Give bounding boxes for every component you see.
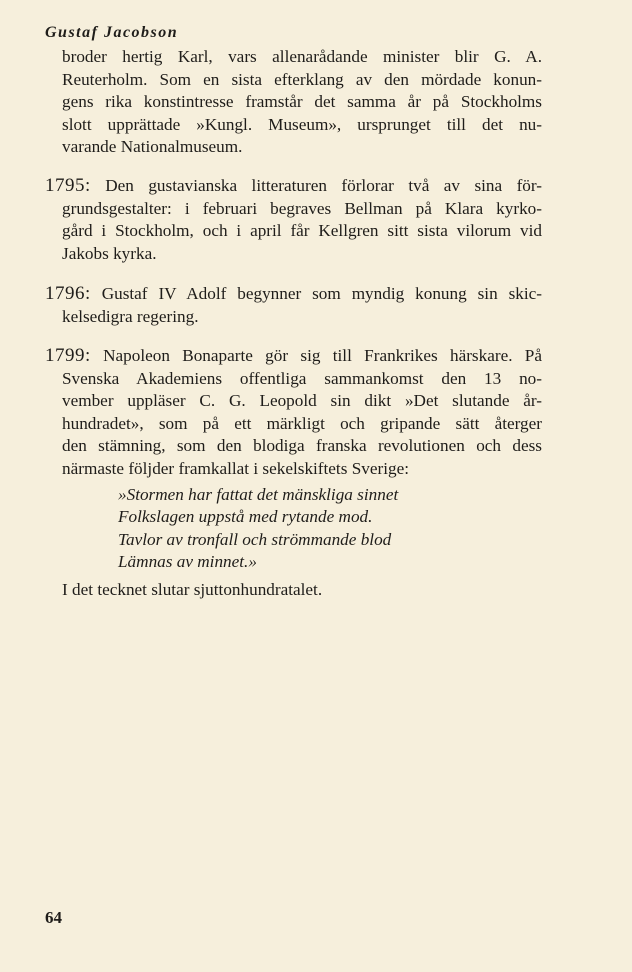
text-line: hundradet», som på ett märkligt och gripande sätt återger	[62, 413, 542, 433]
year-label: 1799:	[45, 345, 91, 366]
text-line: Svenska Akademiens offentliga sammankomst den 13 no-	[62, 368, 542, 388]
text-line: I det tecknet slutar sjuttonhundratalet.	[62, 580, 323, 599]
paragraph-continuation	[62, 46, 542, 159]
page-number: 64	[45, 908, 62, 927]
text-line: gens rika konstintresse framstår det samma år på Stockholms	[62, 92, 542, 112]
paragraph-1796	[45, 283, 542, 328]
text-line	[45, 175, 542, 198]
text-line: närmaste följder framkallat i sekelskiftets Sverige:	[62, 458, 409, 478]
text-line: kelsedigra regering.	[62, 306, 199, 326]
paragraph-1799	[45, 345, 542, 481]
year-label: 1796:	[45, 283, 91, 304]
text-line: Reuterholm. Som en sista efterklang av den mördade konun-	[62, 69, 542, 89]
text-line: broder hertig Karl, vars allenarådande minister blir G. A.	[62, 47, 542, 66]
verse-line: Tavlor av tronfall och strömmande blod	[118, 529, 392, 549]
paragraph-1795	[45, 175, 542, 265]
text-segment: Gustaf IV Adolf begynner som myndig konung sin skic-	[101, 284, 542, 303]
text-line	[45, 345, 542, 368]
text-line: slott upprättade »Kungl. Museum», ursprunget till det nu-	[62, 114, 542, 134]
text-line: Jakobs kyrka.	[62, 243, 157, 263]
verse-quotation	[118, 484, 398, 574]
text-line: grundsgestalter: i februari begraves Bellman på Klara kyrko-	[62, 198, 542, 218]
text-segment: Den gustavianska litteraturen förlorar två av sina för-	[105, 176, 542, 195]
verse-line: Folkslagen uppstå med rytande mod.	[118, 507, 373, 527]
text-segment: Napoleon Bonaparte gör sig till Frankrikes härskare. På	[103, 346, 542, 365]
text-line: den stämning, som den blodiga franska revolutionen och dess	[62, 436, 542, 456]
closing-paragraph	[62, 579, 542, 602]
text-line: gård i Stockholm, och i april får Kellgren sitt sista vilorum vid	[62, 221, 542, 241]
text-line	[45, 283, 542, 306]
verse-line: Lämnas av minnet.»	[118, 552, 257, 572]
text-line: vember uppläser C. G. Leopold sin dikt »Det slutande år-	[62, 391, 542, 411]
verse-line: »Stormen har fattat det mänskliga sinnet	[118, 485, 399, 504]
running-head-author: Gustaf Jacobson	[45, 24, 179, 41]
text-line: varande Nationalmuseum.	[62, 137, 243, 157]
year-label: 1795:	[45, 175, 91, 196]
